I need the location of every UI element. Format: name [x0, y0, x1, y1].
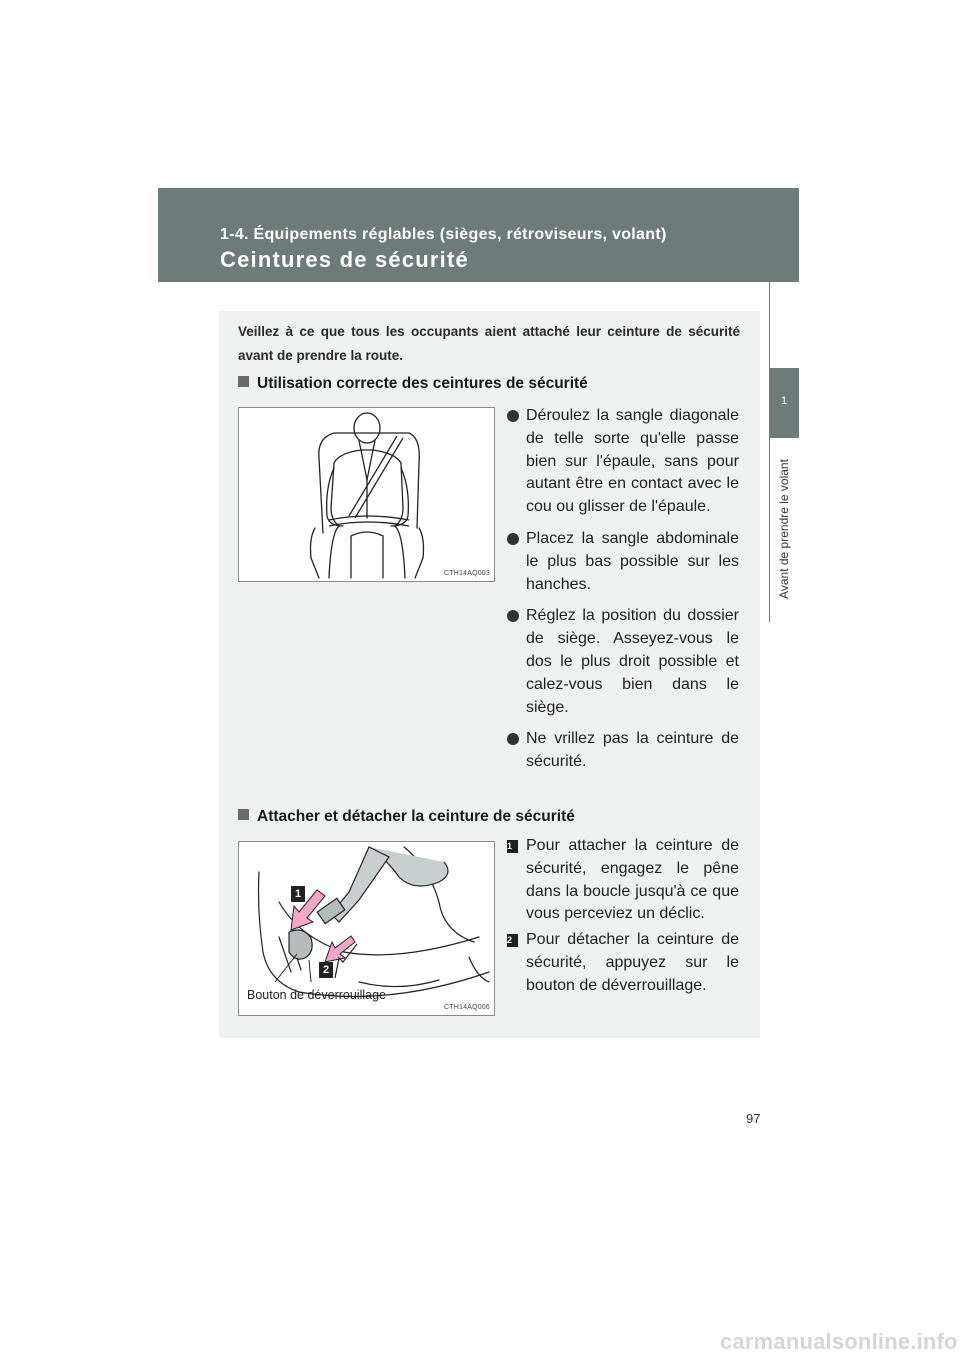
intro-text: Veillez à ce que tous les occupants aient attaché leur ceinture de sécurité avant de prendre la route.	[238, 324, 740, 363]
header-band	[158, 188, 799, 282]
bullet-dot-icon	[507, 610, 519, 622]
step-item: 1 Pour attacher la ceinture de sécurité, engagez le pêne dans la boucle jusqu'à ce que vous perceviez un déclic.	[507, 837, 739, 923]
list-item: Déroulez la sangle diagonale de telle sorte qu'elle passe bien sur l'épaule, sans pour autant être en contact avec le cou ou glisser de l'épaule.	[507, 405, 739, 519]
chapter-tab[interactable]: 1	[769, 368, 799, 438]
section-heading-fasten-label: Attacher et détacher la ceinture de sécurité	[257, 808, 575, 825]
bullet-dot-icon	[507, 733, 519, 745]
seated-occupant-illustration	[239, 408, 495, 582]
bullet-dot-icon	[507, 410, 519, 422]
section-heading-fasten	[238, 808, 575, 826]
section-title: 1-4. Équipements réglables (sièges, rétroviseurs, volant)	[220, 226, 667, 243]
step-item: 2 Pour détacher la ceinture de sécurité, appuyez sur le bouton de déverrouillage.	[507, 931, 739, 994]
watermark: carmanualsonline.info	[720, 1329, 958, 1354]
side-tab-rule	[769, 282, 770, 622]
release-button-caption: Bouton de déverrouillage	[247, 988, 386, 1002]
bullet-list	[507, 405, 739, 783]
square-bullet-icon	[238, 809, 249, 820]
step-number-badge: 1	[507, 840, 518, 853]
figure-code: CTH14AQ006	[444, 1004, 490, 1011]
figure-buckle	[238, 841, 495, 1016]
square-bullet-icon	[238, 376, 249, 387]
step-list	[507, 835, 739, 1001]
page-number: 97	[746, 1111, 761, 1126]
figure-marker-1: 1	[291, 886, 305, 902]
list-item: Ne vrillez pas la ceinture de sécurité.	[507, 728, 739, 774]
section-heading-usage	[238, 375, 588, 393]
figure-marker-2: 2	[319, 962, 333, 978]
figure-seated-occupant	[238, 407, 495, 582]
page-title: Ceintures de sécurité	[220, 247, 469, 272]
section-heading-usage-label: Utilisation correcte des ceintures de sécurité	[257, 375, 588, 392]
list-item: Réglez la position du dossier de siège. Asseyez-vous le dos le plus droit possible et calez-vous bien dans le siège.	[507, 605, 739, 719]
list-item: Placez la sangle abdominale le plus bas possible sur les hanches.	[507, 528, 739, 596]
chapter-label: Avant de prendre le volant	[777, 459, 791, 599]
figure-code: CTH14AQ003	[444, 570, 490, 577]
step-number-badge: 2	[507, 934, 518, 947]
bullet-dot-icon	[507, 533, 519, 545]
